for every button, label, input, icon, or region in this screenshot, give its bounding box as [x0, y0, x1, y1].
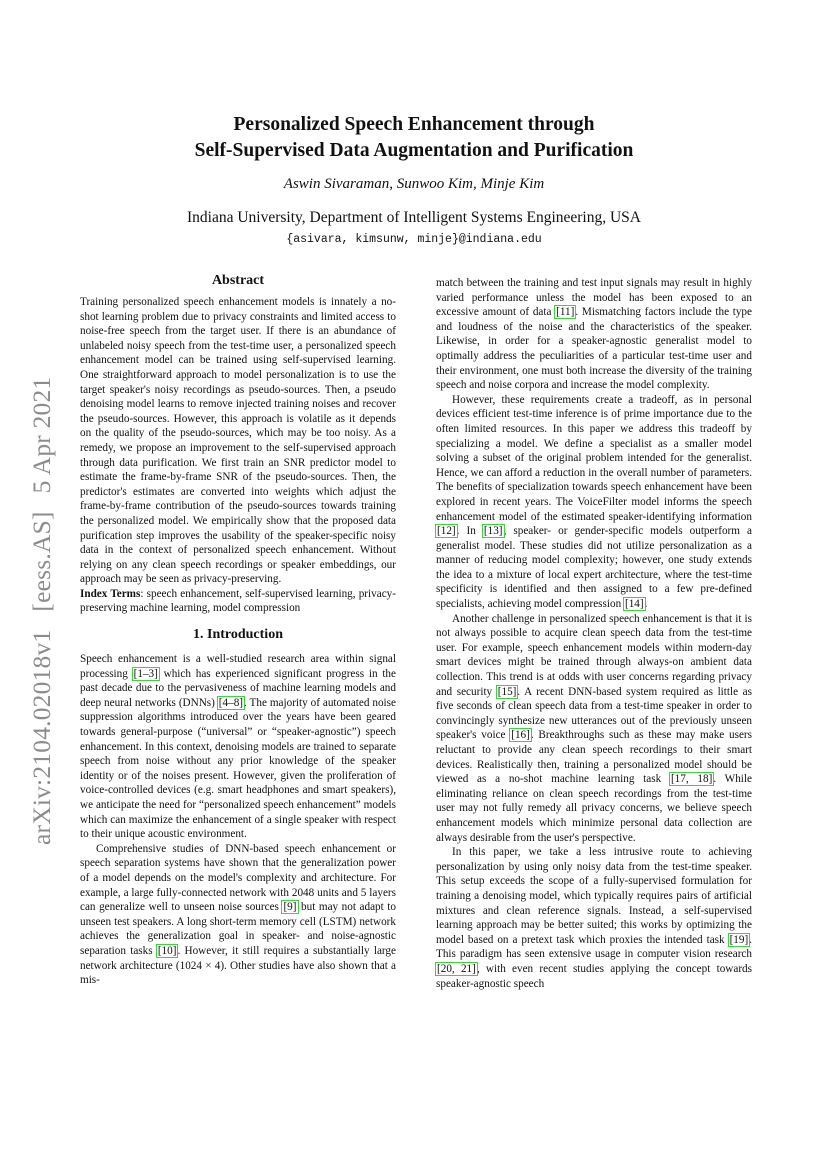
intro-paragraph-5: Another challenge in personalized speech enhancement is that it is not always possible to acquire clean speech data from the test-time user. For example, speech enhancement models within modern-day smart devices might be trained through always-on ambient data collection. This trend is at odds with user concerns regarding privacy and security [15]. A recent DNN-based system required as little as five seconds of clean speech data from a test-time speaker in order to convincingly synthesize new utterances out of the previously unseen speaker's voice [16]. Breakthroughs such as these may make users reluctant to provide any clean speech recordings to their smart devices. Realistically then, training a personalized model should be viewed as a no-shot machine learning task [17, 18]. While eliminating reliance on clean speech recordings from the test-time user may not fully remedy all privacy concerns, we believe speech enhancement models which minimize personal data collection are always desirable from the user's perspective.: [436, 612, 752, 844]
title-line-2: Self-Supervised Data Augmentation and Purification: [194, 140, 634, 161]
introduction-heading: 1. Introduction: [193, 627, 283, 643]
citation-link[interactable]: [4–8]: [218, 696, 244, 709]
abstract-body: Training personalized speech enhancement models is innately a no-shot learning problem due to privacy constraints and limited access to noise-free speech from the target user. If there is an abundance of unlabeled noisy speech from the test-time user, a personalized speech enhancement model can be trained using self-supervised learning. One straightforward approach to model personalization is to use the target speaker's noisy recordings as pseudo-sources. Then, a pseudo denoising model learns to remove injected training noises and recover the pseudo-sources. However, this approach is volatile as it depends on the quality of the pseudo-sources, which may be too noisy. As a remedy, we propose an improvement to the self-supervised approach through data purification. We first train an SNR predictor model to estimate the frame-by-frame SNR of the pseudo-sources. Then, the predictor's estimates are converted into weights which adjust the frame-by-frame contribution of the pseudo-sources towards training the personalized model. We empirically show that the proposed data purification step improves the usability of the speaker-specific noisy data in the context of personalized speech enhancement. Without relying on any clean speech recordings or speaker embeddings, our approach may be seen as privacy-preserving.: [80, 296, 396, 586]
citation-link[interactable]: [15]: [497, 685, 517, 698]
index-terms-label: Index Terms: [80, 587, 141, 600]
citation-link[interactable]: [1–3]: [133, 667, 158, 680]
index-terms-text: : speech enhancement, self-supervised learning, privacy-preserving machine learning, model compression: [80, 587, 396, 615]
right-column: [436, 276, 752, 991]
intro-paragraph-1: Speech enhancement is a well-studied research area within signal processing [1–3] which has experienced significant progress in the past decade due to the pervasiveness of machine learning models and deep neural networks (DNNs) [4–8]. The majority of automated noise suppression algorithms introduced over the years have been geared towards general-purpose (“universal” or “speaker-agnostic”) speech enhancement. In this context, denoising models are trained to separate speech from noise without any prior knowledge of the speaker identity or of the noises present. However, given the proliferation of voice-controlled devices (e.g. smart headphones and smart speakers), we anticipate the need for “personalized speech enhancement” models which can maximize the enhancement of a single speaker with respect to their unique acoustic environment.: [80, 653, 396, 841]
citation-link[interactable]: [13]: [483, 525, 503, 538]
intro-paragraph-3: match between the training and test input signals may result in highly varied performance unless the model has been exposed to an excessive amount of data [11]. Mismatching factors include the type and loudness of the noise and the characteristics of the speaker. Likewise, in order for a speaker-agnostic generalist model to optimally address the peculiarities of a particular test-time user and their environment, one must both increase the diversity of the training speech and noise corpora and increase the model complexity.: [436, 277, 752, 392]
citation-link[interactable]: [10]: [157, 944, 177, 957]
affiliation: Indiana University, Department of Intelligent Systems Engineering, USA: [187, 209, 641, 226]
citation-link[interactable]: [12]: [437, 525, 456, 538]
author-list: Aswin Sivaraman, Sunwoo Kim, Minje Kim: [283, 176, 545, 192]
arxiv-id: arXiv:2104.02018v1: [27, 629, 56, 845]
index-terms: [80, 587, 396, 616]
author-emails: {asivara, kimsunw, minje}@indiana.edu: [286, 233, 542, 246]
arxiv-date: 5 Apr 2021: [27, 376, 56, 494]
title-line-1: Personalized Speech Enhancement through: [233, 114, 595, 135]
intro-paragraph-4: However, these requirements create a tradeoff, as in personal devices efficient test-time inference is of prime importance due to the often limited resources. In this paper we address this tradeoff by specializing a model. We define a specialist as a smaller model solving a subset of the original problem intended for the generalist. Hence, we can afford a reduction in the overall number of parameters. The benefits of specialization towards speech enhancement have been explored in recent years. The VoiceFilter model informs the speech enhancement model of the estimated speaker-identifying information [12]. In [13], speaker- or gender-specific models outperform a generalist model. These studies did not utilize personalization as a manner of reducing model complexity; however, one study extends the idea to a mixture of local expert architecture, where the test-time specificity is identified and then assigned to a few pre-defined specialists, achieving model compression [14].: [436, 393, 752, 611]
citation-link[interactable]: [17, 18]: [670, 773, 713, 786]
paper-title: [0, 112, 828, 164]
citation-link[interactable]: [19]: [729, 933, 749, 946]
intro-paragraph-6: In this paper, we take a less intrusive route to achieving personalization by using only noisy data from the test-time speaker. This setup exceeds the scope of a fully-supervised formulation for training a denoising model, which typically requires pairs of artificial mixtures and clean reference signals. Instead, a self-supervised learning approach may be better suited; this works by optimizing the model based on a pretext task which proxies the intended task [19]. This paradigm has seen extensive usage in computer vision research [20, 21], with even recent studies applying the concept towards speaker-agnostic speech: [436, 846, 753, 990]
arxiv-category: [eess.AS]: [27, 511, 56, 612]
citation-link[interactable]: [11]: [556, 306, 575, 319]
citation-link[interactable]: [14]: [624, 598, 644, 611]
citation-link[interactable]: [20, 21]: [437, 962, 476, 975]
citation-link[interactable]: [16]: [511, 729, 530, 742]
arxiv-stamp: [27, 365, 63, 845]
left-column: [80, 272, 396, 988]
intro-paragraph-2: Comprehensive studies of DNN-based speech enhancement or speech separation systems have shown that the generalization power of a model depends on the model's complexity and architecture. For example, a large fully-connected network with 2048 units and 5 layers can generalize well to unseen noise sources [9] but may not adapt to unseen test speakers. A long short-term memory cell (LSTM) network achieves the generalization goal in speaker- and noise-agnostic separation tasks [10]. However, it still requires a substantially large network architecture (1024 × 4). Other studies have also shown that a mis-: [80, 842, 396, 987]
abstract-heading: Abstract: [211, 273, 265, 288]
citation-link[interactable]: [9]: [283, 901, 297, 914]
